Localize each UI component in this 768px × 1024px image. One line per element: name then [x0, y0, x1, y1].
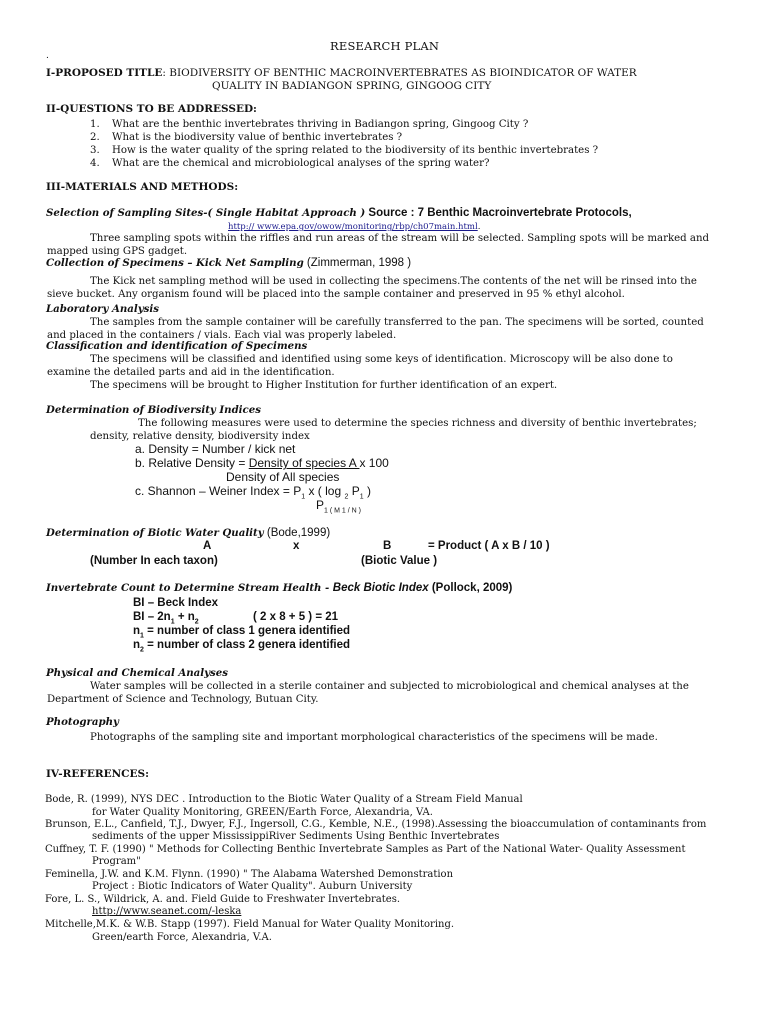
biotic-title: Determination of Biotic Water Quality — [46, 527, 264, 539]
references-heading: IV-REFERENCES: — [46, 768, 149, 780]
selection-heading — [46, 207, 632, 220]
shannon-prefix: c. Shannon – Weiner Index = P — [135, 484, 302, 498]
reference-link[interactable]: http://www.seanet.com/-leska — [92, 906, 242, 917]
shannon-denominator — [316, 498, 361, 514]
beck-line2a: BI – 2n — [133, 611, 171, 623]
beck-line3a: n — [133, 625, 141, 637]
biotic-b: B — [383, 540, 392, 552]
collection-heading — [46, 257, 411, 270]
question-number: 3. — [90, 145, 100, 156]
question-number: 2. — [90, 132, 100, 143]
beck-title2: Beck Biotic Index — [332, 582, 429, 594]
photography-body: Photographs of the sampling site and important morphological characteristics of the specimens will be made. — [90, 732, 658, 743]
beck-sub: 2 — [140, 646, 144, 654]
physical-title: Physical and Chemical Analyses — [46, 667, 229, 679]
stray-dot: . — [46, 51, 49, 61]
shannon-mid: x ( log — [305, 484, 345, 498]
reference-line: Program" — [92, 856, 141, 867]
reference-line: Project : Biotic Indicators of Water Quality". Auburn University — [92, 881, 413, 892]
relative-density-formula — [135, 456, 389, 470]
question-number: 1. — [90, 119, 100, 130]
collection-body: The Kick net sampling method will be used in collecting the specimens.The contents of the net will be rinsed into the sieve bucket. Any organism found will be placed into the sample container and preserved in 95 % ethyl alcohol. — [47, 276, 697, 300]
questions-heading: II-QUESTIONS TO BE ADDRESSED: — [46, 103, 257, 115]
beck-line4a: n — [133, 639, 141, 651]
question-text: How is the water quality of the spring related to the biodiversity of its benthic invertebrates ? — [112, 145, 599, 156]
selection-title: Selection of Sampling Sites-( Single Habitat Approach ) — [46, 207, 366, 219]
biotic-a: A — [203, 540, 212, 552]
reference-line: Green/earth Force, Alexandria, V.A. — [92, 932, 272, 943]
reference-line: Mitchelle,M.K. & W.B. Stapp (1997). Field Manual for Water Quality Monitoring. — [45, 919, 455, 930]
biotic-value-label: (Biotic Value ) — [361, 555, 438, 567]
biotic-product: = Product ( A x B / 10 ) — [428, 540, 550, 552]
classification-body2: The specimens will be brought to Higher Institution for further identification of an expert. — [90, 380, 558, 391]
page-title: RESEARCH PLAN — [330, 39, 440, 53]
relative-density-numerator: Density of species A — [248, 456, 360, 470]
reference-line: Feminella, J.W. and K.M. Flynn. (1990) " The Alabama Watershed Demonstration — [45, 869, 454, 880]
shannon-sub: 1 — [359, 493, 364, 501]
proposed-title-line1: : BIODIVERSITY OF BENTHIC MACROINVERTEBRATES AS BIOINDICATOR OF WATER — [162, 67, 637, 79]
beck-line3 — [133, 625, 350, 639]
beck-sub: 1 — [140, 632, 144, 640]
question-item — [90, 144, 598, 157]
beck-cite: (Pollock, 2009) — [428, 582, 513, 594]
shannon-suffix: P — [348, 484, 360, 498]
beck-heading — [46, 582, 512, 595]
question-number: 4. — [90, 158, 100, 169]
relative-density-suffix: x 100 — [359, 456, 389, 470]
classification-title: Classification and identification of Specimens — [46, 340, 308, 352]
proposed-title — [46, 67, 637, 80]
methods-heading: III-MATERIALS AND METHODS: — [46, 181, 239, 193]
beck-line1: BI – Beck Index — [133, 597, 219, 609]
reference-line: sediments of the upper MississippiRiver Sediments Using Benthic Invertebrates — [92, 831, 500, 842]
lab-body: The samples from the sample container will be carefully transferred to the pan. The specimens will be sorted, counted and placed in the containers / vials. Each vial was properly labeled. — [47, 317, 704, 341]
beck-sub: 1 — [170, 618, 175, 626]
beck-line4 — [133, 639, 350, 653]
beck-line2c: ( 2 x 8 + 5 ) = 21 — [253, 611, 339, 623]
question-item — [90, 131, 402, 144]
relative-density-prefix: b. Relative Density = — [135, 456, 249, 470]
biotic-heading — [46, 527, 330, 540]
question-text: What are the benthic invertebrates thriving in Badiangon spring, Gingoog City ? — [112, 119, 529, 130]
selection-body: Three sampling spots within the riffles and run areas of the stream will be selected. Sampling spots will be marked and mapped using GPS gadget. — [47, 233, 710, 257]
reference-line: Cuffney, T. F. (1990) " Methods for Collecting Benthic Invertebrate Samples as Part of the National Water- Quality Assessment — [45, 844, 686, 855]
reference-line: Brunson, E.L., Canfield, T.J., Dwyer, F.J., Ingersoll, C.G., Kemble, N.E., (1998).Assessing the bioaccumulation of contaminants from — [45, 819, 707, 830]
photography-title: Photography — [46, 716, 119, 728]
beck-title: Invertebrate Count to Determine Stream Health - — [46, 582, 333, 594]
question-text: What is the biodiversity value of benthic invertebrates ? — [112, 132, 403, 143]
shannon-denominator-sub: 1 ( M 1 / N ) — [324, 507, 361, 515]
shannon-close: ) — [363, 484, 371, 498]
beck-line2 — [133, 611, 199, 625]
reference-line: Bode, R. (1999), NYS DEC . Introduction to the Biotic Water Quality of a Stream Field Manual — [45, 794, 523, 805]
source-url-end: . — [477, 222, 481, 232]
biodiversity-title: Determination of Biodiversity Indices — [46, 404, 261, 416]
source-url-link[interactable]: http:// www.epa.gov/owow/monitoring/rbp/ch07main.html — [228, 222, 478, 232]
biotic-cite: (Bode,1999) — [263, 527, 331, 539]
collection-title: Collection of Specimens – Kick Net Sampling — [46, 257, 304, 269]
shannon-denominator-p: P — [316, 498, 325, 512]
physical-body: Water samples will be collected in a sterile container and subjected to microbiological and chemical analyses at the Department of Science and Technology, Butuan City. — [47, 681, 689, 705]
biodiversity-body: The following measures were used to determine the species richness and diversity of benthic invertebrates; density, relative density, biodiversity index — [90, 418, 697, 442]
beck-line3b: = number of class 1 genera identified — [143, 625, 351, 637]
density-formula: a. Density = Number / kick net — [135, 442, 296, 456]
biotic-number-label: (Number In each taxon) — [90, 555, 218, 567]
proposed-title-line2: QUALITY IN BADIANGON SPRING, GINGOOG CITY — [212, 80, 492, 92]
proposed-title-label: I-PROPOSED TITLE — [46, 67, 163, 79]
shannon-sub: 1 — [301, 493, 306, 501]
lab-title: Laboratory Analysis — [46, 303, 160, 315]
reference-line: Fore, L. S., Wildrick, A. and. Field Guide to Freshwater Invertebrates. — [45, 894, 400, 905]
shannon-sub: 2 — [344, 493, 349, 501]
biotic-x: x — [293, 540, 300, 552]
beck-sub: 2 — [194, 618, 199, 626]
beck-line2b: + n — [174, 611, 195, 623]
question-item — [90, 118, 528, 131]
selection-source: Source : 7 Benthic Macroinvertebrate Protocols, — [365, 207, 632, 219]
collection-cite: (Zimmerman, 1998 ) — [303, 257, 412, 269]
beck-line4b: = number of class 2 genera identified — [143, 639, 351, 651]
classification-body1: The specimens will be classified and identified using some keys of identification. Microscopy will be also done to examine the detailed parts and aid in the identification. — [47, 354, 673, 378]
reference-line: for Water Quality Monitoring, GREEN/Earth Force, Alexandria, VA. — [92, 807, 433, 818]
question-text: What are the chemical and microbiological analyses of the spring water? — [112, 158, 490, 169]
question-item — [90, 157, 489, 170]
relative-density-denominator: Density of All species — [226, 470, 340, 484]
